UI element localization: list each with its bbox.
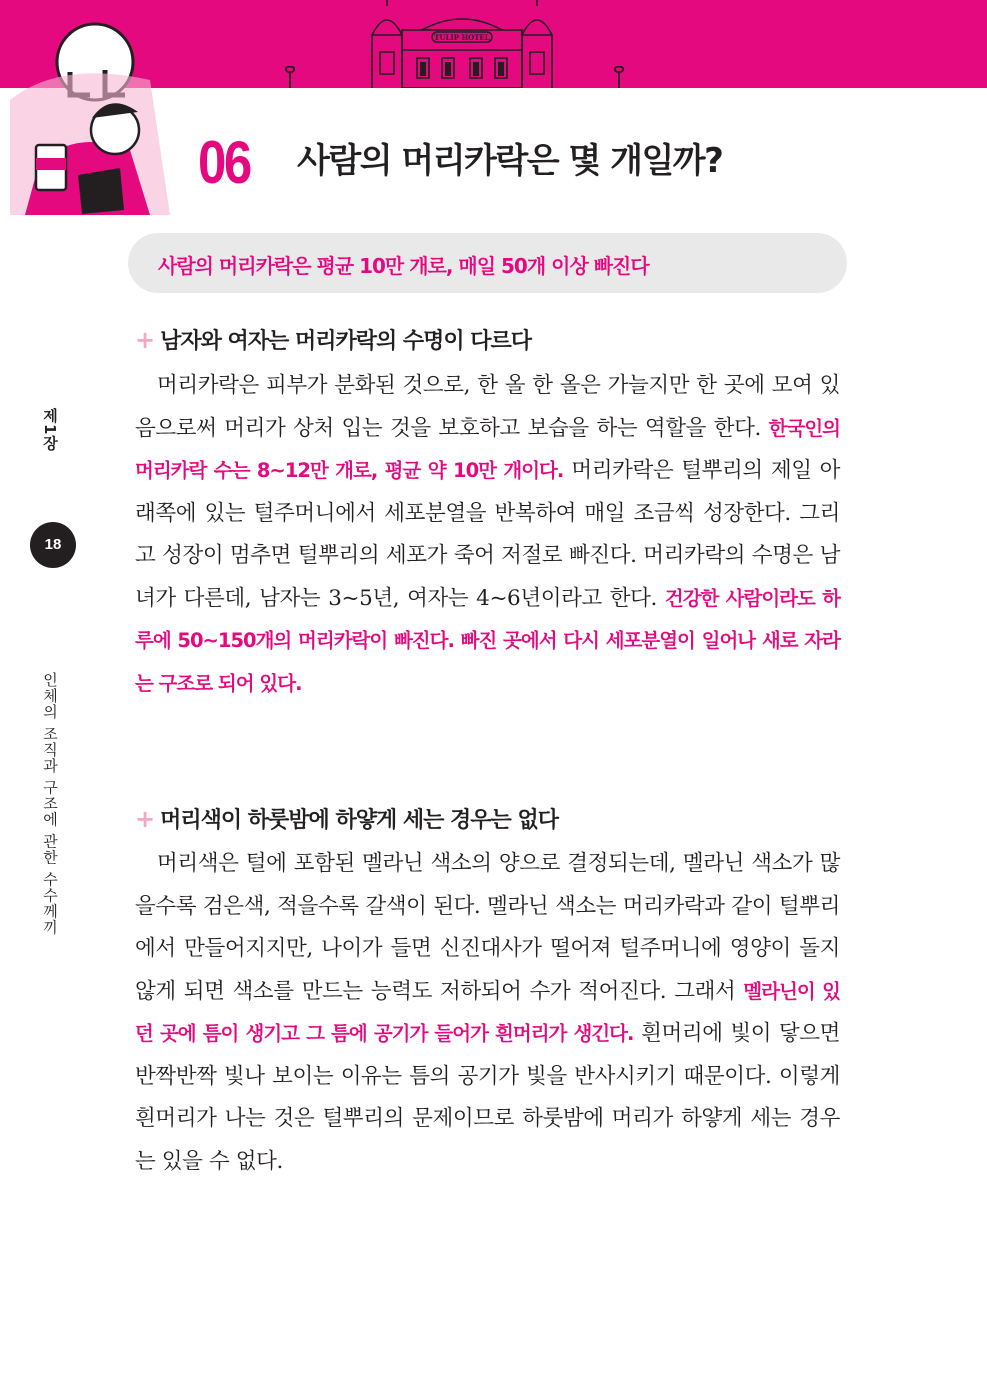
page-number-badge: 18 <box>30 522 76 568</box>
section-heading-1-text: 남자와 여자는 머리카락의 수명이 다르다 <box>160 329 532 354</box>
highlight-text: 건강한 사람이라도 하루에 50~150개의 머리카락이 빠진다. 빠진 곳에서 다시 세포분열이 일어나 새로 자라는 구조로 되어 있다. <box>135 586 840 695</box>
street-lamp-icon <box>283 66 297 88</box>
street-lamp-icon <box>612 66 626 88</box>
highlight-text: 한국인의 머리카락 수는 8~12만 개로, 평균 약 10만 개이다. <box>135 416 841 482</box>
plus-icon: + <box>135 805 155 833</box>
section-2-paragraph <box>135 843 840 1183</box>
section-heading-1 <box>135 324 531 355</box>
section-heading-2-text: 머리색이 하룻밤에 하얗게 세는 경우는 없다 <box>160 808 558 833</box>
body-text: 머리카락은 털뿌리의 제일 아래쪽에 있는 털주머니에서 세포분열을 반복하여 매일 조금씩 성장한다. 그리고 성장이 멈추면 털뿌리의 세포가 죽어 저절로 빠진다. 머리카락의 수명은 남녀가 다른데, 남자는 3~5년, 여자는 4~6년이라고 한다. <box>135 458 840 611</box>
hotel-sign: TULIP HOTEL <box>434 33 490 42</box>
side-chapter-label: 제1장 <box>41 408 59 452</box>
section-heading-2 <box>135 803 558 834</box>
reading-character-illustration <box>0 0 200 230</box>
hotel-building-illustration <box>362 0 562 88</box>
chapter-title: 사람의 머리카락은 몇 개일까? <box>297 141 723 181</box>
side-book-title: 인체의 조직과 구조에 관한 수수께끼 <box>41 672 59 936</box>
chapter-number: 06 <box>198 129 250 196</box>
plus-icon: + <box>135 326 155 354</box>
body-text: 머리색은 털에 포함된 멜라닌 색소의 양으로 결정되는데, 멜라닌 색소가 많을수록 검은색, 적을수록 갈색이 된다. 멜라닌 색소는 머리카락과 같이 털뿌리에서 만들어지지만, 나이가 들면 신진대사가 떨어져 털주머니에 영양이 돌지 않게 되면 색소를 만드는 능력도 저하되어 수가 적어진다. 그래서 <box>135 851 840 1004</box>
summary-text: 사람의 머리카락은 평균 10만 개로, 매일 50개 이상 빠진다 <box>158 254 649 278</box>
body-text: 흰머리에 빛이 닿으면 반짝반짝 빛나 보이는 이유는 틈의 공기가 빛을 반사시키기 때문이다. 이렇게 흰머리가 나는 것은 털뿌리의 문제이므로 하룻밤에 머리가 하얗게 세는 경우는 있을 수 없다. <box>135 1021 840 1174</box>
section-1-paragraph <box>135 365 840 705</box>
highlight-text: 멜라닌이 있던 곳에 틈이 생기고 그 틈에 공기가 들어가 흰머리가 생긴다. <box>135 979 840 1045</box>
body-text: 머리카락은 피부가 분화된 것으로, 한 올 한 올은 가늘지만 한 곳에 모여 있음으로써 머리가 상처 입는 것을 보호하고 보습을 하는 역할을 한다. <box>135 373 840 441</box>
